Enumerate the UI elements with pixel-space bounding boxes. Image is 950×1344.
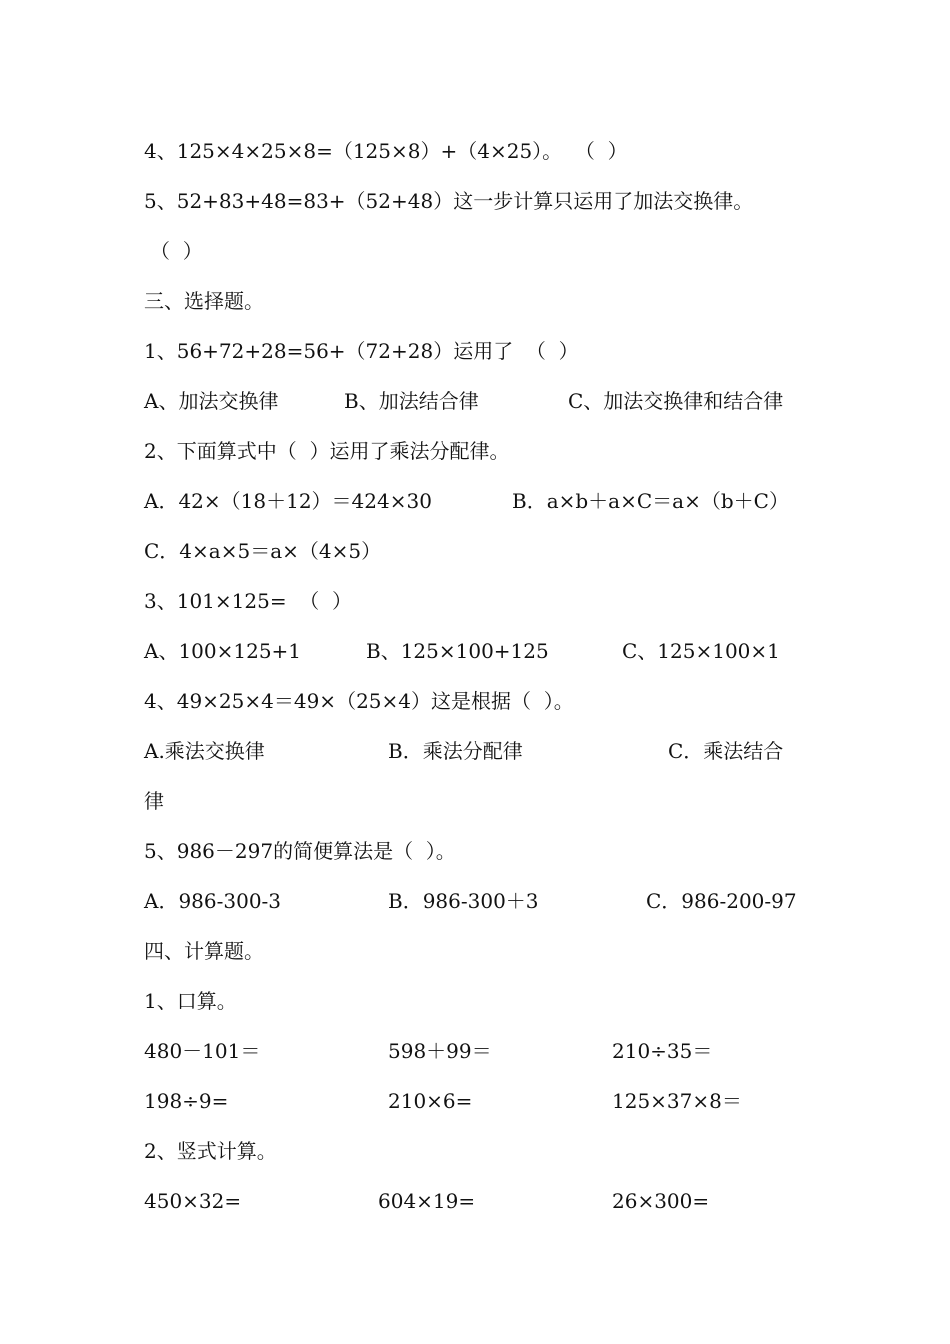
choice-3-option-c: C、125×100×1 — [622, 639, 780, 663]
choice-5-option-c: C．986-200-97 — [646, 889, 797, 913]
vertical-problem: 450×32= — [144, 1189, 242, 1213]
choice-5-option-b: B．986-300＋3 — [388, 889, 539, 913]
choice-2-option-a: A．42×（18＋12）＝424×30 — [144, 489, 432, 513]
oral-problem: 198÷9= — [144, 1089, 229, 1113]
choice-4-option-b: B．乘法分配律 — [388, 739, 523, 763]
choice-1-option-c: C、加法交换律和结合律 — [568, 389, 784, 413]
choice-3-option-a: A、100×125+1 — [144, 639, 302, 663]
judge-question-5: 5、52+83+48=83+（52+48）这一步计算只运用了加法交换律。 — [144, 189, 754, 213]
choice-4-option-a: A.乘法交换律 — [144, 739, 265, 763]
vertical-problem: 26×300= — [612, 1189, 710, 1213]
choice-4-option-c: C．乘法结合 — [668, 739, 784, 763]
section-heading-calculation: 四、计算题。 — [144, 939, 264, 963]
choice-question-3: 3、101×125= （ ） — [144, 589, 353, 613]
section-heading-choice: 三、选择题。 — [144, 289, 264, 313]
choice-1-option-a: A、加法交换律 — [144, 389, 279, 413]
choice-question-5: 5、986－297的简便算法是（ ）。 — [144, 839, 456, 863]
vertical-calculation-title: 2、竖式计算。 — [144, 1139, 277, 1163]
choice-4-option-c-continued: 律 — [144, 789, 164, 813]
oral-calculation-title: 1、口算。 — [144, 989, 237, 1013]
oral-problem: 210÷35＝ — [612, 1039, 713, 1063]
choice-1-option-b: B、加法结合律 — [344, 389, 479, 413]
vertical-problem: 604×19= — [378, 1189, 476, 1213]
choice-3-option-b: B、125×100+125 — [366, 639, 549, 663]
oral-problem: 480－101＝ — [144, 1039, 261, 1063]
choice-question-4: 4、49×25×4＝49×（25×4）这是根据（ ）。 — [144, 689, 574, 713]
oral-problem: 210×6= — [388, 1089, 473, 1113]
oral-problem: 598＋99＝ — [388, 1039, 492, 1063]
judge-question-5-answer-paren: （ ） — [150, 239, 203, 263]
choice-question-1: 1、56+72+28=56+（72+28）运用了 （ ） — [144, 339, 579, 363]
choice-2-option-b: B．a×b＋a×C＝a×（b＋C） — [512, 489, 789, 513]
choice-2-option-c: C．4×a×5＝a×（4×5） — [144, 539, 382, 563]
choice-question-2: 2、下面算式中（ ）运用了乘法分配律。 — [144, 439, 510, 463]
choice-5-option-a: A．986-300-3 — [144, 889, 282, 913]
oral-problem: 125×37×8＝ — [612, 1089, 742, 1113]
judge-question-4: 4、125×4×25×8=（125×8）+（4×25）。 （ ） — [144, 139, 628, 163]
